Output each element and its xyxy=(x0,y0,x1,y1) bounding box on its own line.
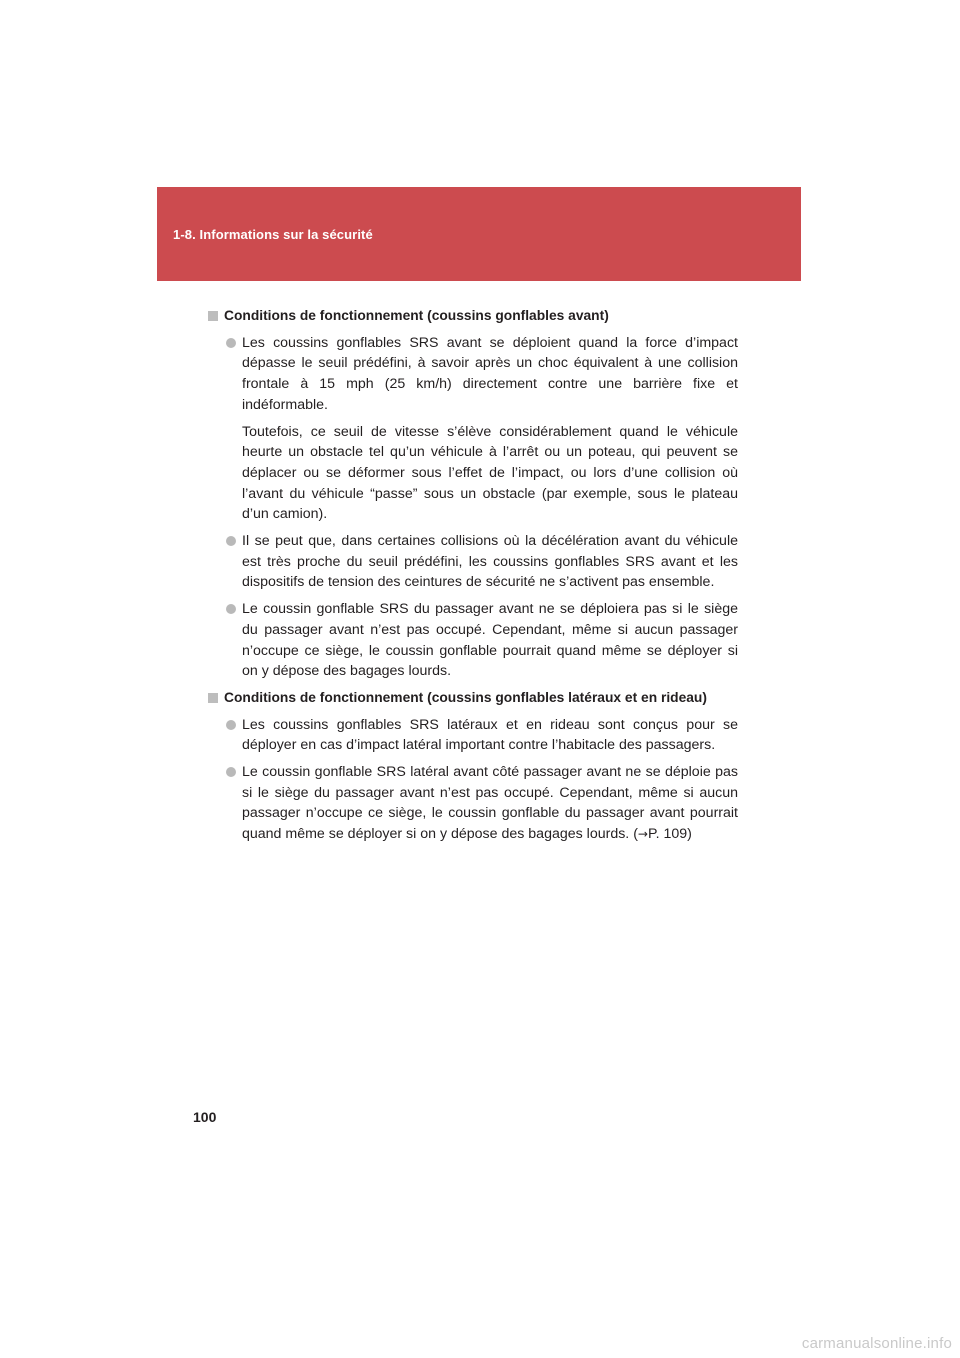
list-item xyxy=(208,599,738,682)
circle-bullet-icon xyxy=(226,767,236,777)
square-bullet-icon xyxy=(208,693,218,703)
page-content xyxy=(208,306,738,851)
item-text: Les coussins gonflables SRS latéraux et en rideau sont conçus pour se déployer en cas d’impact latéral important contre l’habitacle des passagers. xyxy=(242,716,738,754)
section-header-band xyxy=(157,187,801,281)
square-bullet-icon xyxy=(208,311,218,321)
circle-bullet-icon xyxy=(226,720,236,730)
circle-bullet-icon xyxy=(226,338,236,348)
page-reference-link[interactable]: P. 109) xyxy=(647,826,692,843)
list-item xyxy=(208,715,738,756)
watermark: carmanualsonline.info xyxy=(801,1335,952,1352)
item-text: Le coussin gonflable SRS du passager avant ne se déploiera pas si le siège du passager avant n’est pas occupé. Cependant, même si aucun passager n’occupe ce siège, le coussin gonflable pourrait quand même se déployer si on y dépose des bagages lourds. xyxy=(242,601,738,680)
arrow-right-icon: → xyxy=(637,827,648,842)
item-text: Il se peut que, dans certaines collisions où la décélération avant du véhicule est très proche du seuil prédéfini, les coussins gonflables SRS avant et les dispositifs de tension des ceintures de sécurité ne s’activent pas ensemble. xyxy=(242,533,738,591)
page-number: 100 xyxy=(193,1109,217,1125)
section-heading-front-airbags: Conditions de fonctionnement (coussins gonflables avant) xyxy=(208,306,738,327)
circle-bullet-icon xyxy=(226,604,236,614)
circle-bullet-icon xyxy=(226,536,236,546)
section-heading-side-curtain-airbags: Conditions de fonctionnement (coussins gonflables latéraux et en rideau) xyxy=(208,688,738,709)
item-text: Le coussin gonflable SRS latéral avant côté passager avant ne se déploie pas si le siège du passager avant n’est pas occupé. Cependant, même si aucun passager n’occupe ce siège, le coussin gonflable du passager avant pourrait quand même se déployer si on y dépose des bagages lourds. (→P. 109) xyxy=(242,764,738,843)
section-title-header: 1-8. Informations sur la sécurité xyxy=(173,227,373,242)
list-item xyxy=(208,531,738,593)
item-continuation-text: Toutefois, ce seuil de vitesse s’élève considérablement quand le véhicule heurte un obstacle tel qu’un véhicule à l’arrêt ou un poteau, qui peuvent se déplacer ou se déformer sous l’effet de l’impact, ou lors d’une collision où l’avant du véhicule “passe” sous un obstacle (par exemple, sous le plateau d’un camion). xyxy=(242,423,738,523)
item-text: Les coussins gonflables SRS avant se déploient quand la force d’impact dépasse le seuil prédéfini, à savoir après un choc équivalent à une collision frontale à 15 mph (25 km/h) directement contre une barrière fixe et indéformable. xyxy=(242,334,738,413)
list-item xyxy=(208,762,738,845)
list-item xyxy=(208,333,738,525)
